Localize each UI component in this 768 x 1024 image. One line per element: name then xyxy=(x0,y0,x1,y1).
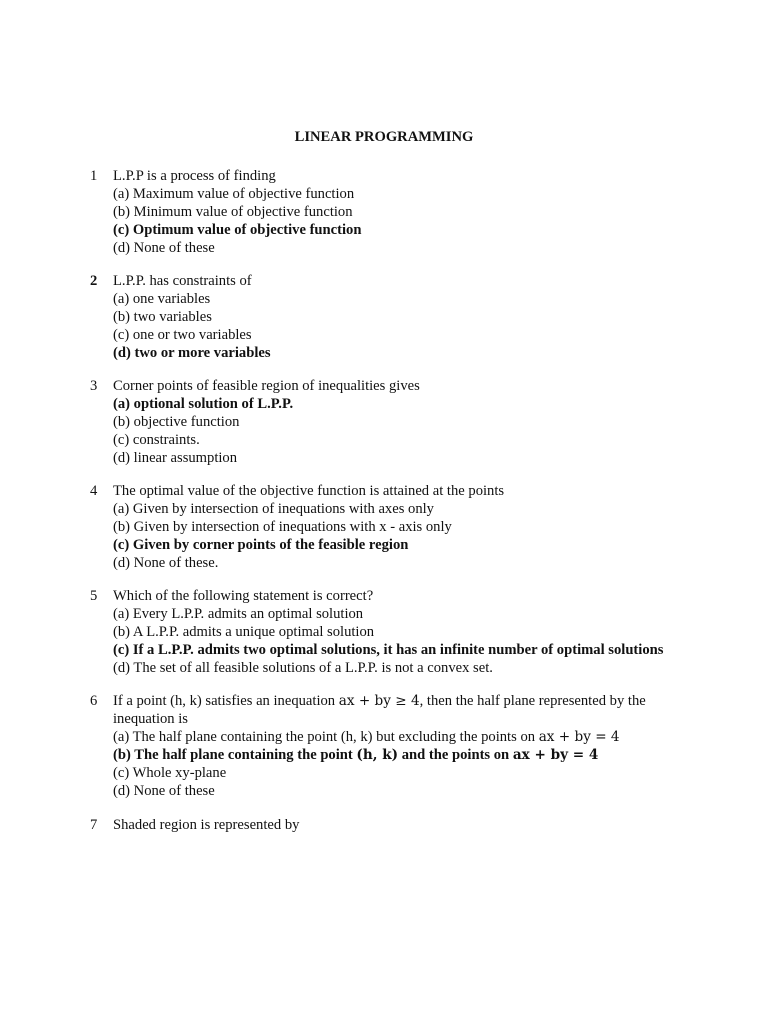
question-text: The optimal value of the objective function is attained at the points xyxy=(113,483,505,499)
option-a: (a) Every L.P.P. admits an optimal solution xyxy=(113,606,364,622)
option-d: (d) None of these xyxy=(113,240,215,256)
option-d: (d) linear assumption xyxy=(113,450,238,466)
option-b: (b) Minimum value of objective function xyxy=(113,204,353,220)
option-c: (c) Whole xy-plane xyxy=(113,765,227,781)
option-c-correct: (c) If a L.P.P. admits two optimal solutions, it has an infinite number of optimal solutions xyxy=(113,642,664,658)
option-c: (c) constraints. xyxy=(113,432,200,448)
question-number: 3 xyxy=(90,378,98,394)
option-c-correct: (c) Optimum value of objective function xyxy=(113,222,362,238)
question-text: L.P.P is a process of finding xyxy=(113,168,276,184)
question-text-line2: inequation is xyxy=(113,711,188,727)
option-b-correct xyxy=(113,746,730,764)
question-1 xyxy=(90,167,730,257)
question-7 xyxy=(90,816,730,834)
question-number: 5 xyxy=(90,588,98,604)
question-text: L.P.P. has constraints of xyxy=(113,273,252,289)
option-b-math: ax + by = 4 xyxy=(512,747,599,763)
option-b: (b) Given by intersection of inequations with x - axis only xyxy=(113,519,452,535)
option-b-text: (b) The half plane containing the point xyxy=(113,747,357,763)
question-text xyxy=(113,692,730,710)
option-c: (c) one or two variables xyxy=(113,327,252,343)
question-text-after: , then the half plane represented by the xyxy=(419,693,646,709)
option-a-text: (a) The half plane containing the point (h, k) but excluding the points on xyxy=(113,729,539,745)
option-a: (a) Given by intersection of inequations with axes only xyxy=(113,501,434,517)
question-text: Corner points of feasible region of inequalities gives xyxy=(113,378,420,394)
option-d: (d) The set of all feasible solutions of a L.P.P. is not a convex set. xyxy=(113,660,493,676)
option-b: (b) A L.P.P. admits a unique optimal solution xyxy=(113,624,375,640)
question-number: 6 xyxy=(90,693,98,709)
question-number: 7 xyxy=(90,817,98,833)
question-6 xyxy=(90,692,730,800)
option-d: (d) None of these xyxy=(113,783,215,799)
inequation-math: ax + by ≥ 4 xyxy=(338,693,420,709)
option-d-correct: (d) two or more variables xyxy=(113,345,271,361)
option-b: (b) objective function xyxy=(113,414,240,430)
question-5 xyxy=(90,587,730,677)
question-text: Which of the following statement is correct? xyxy=(113,588,374,604)
option-a-correct: (a) optional solution of L.P.P. xyxy=(113,396,294,412)
question-2 xyxy=(90,272,730,362)
option-b-mid: and the points on xyxy=(398,747,513,763)
question-text: Shaded region is represented by xyxy=(113,817,300,833)
question-4 xyxy=(90,482,730,572)
question-number: 2 xyxy=(90,273,98,289)
option-a: (a) Maximum value of objective function xyxy=(113,186,355,202)
option-c-correct: (c) Given by corner points of the feasible region xyxy=(113,537,409,553)
option-a-math: ax + by = 4 xyxy=(538,729,620,745)
option-b: (b) two variables xyxy=(113,309,212,325)
option-d: (d) None of these. xyxy=(113,555,219,571)
option-b-point: (h, k) xyxy=(356,747,399,763)
question-3 xyxy=(90,377,730,467)
option-a xyxy=(113,728,730,746)
page-title: LINEAR PROGRAMMING xyxy=(294,129,474,145)
option-a: (a) one variables xyxy=(113,291,211,307)
question-text-before: If a point (h, k) satisfies an inequation xyxy=(113,693,339,709)
question-number: 1 xyxy=(90,168,98,184)
question-number: 4 xyxy=(90,483,98,499)
